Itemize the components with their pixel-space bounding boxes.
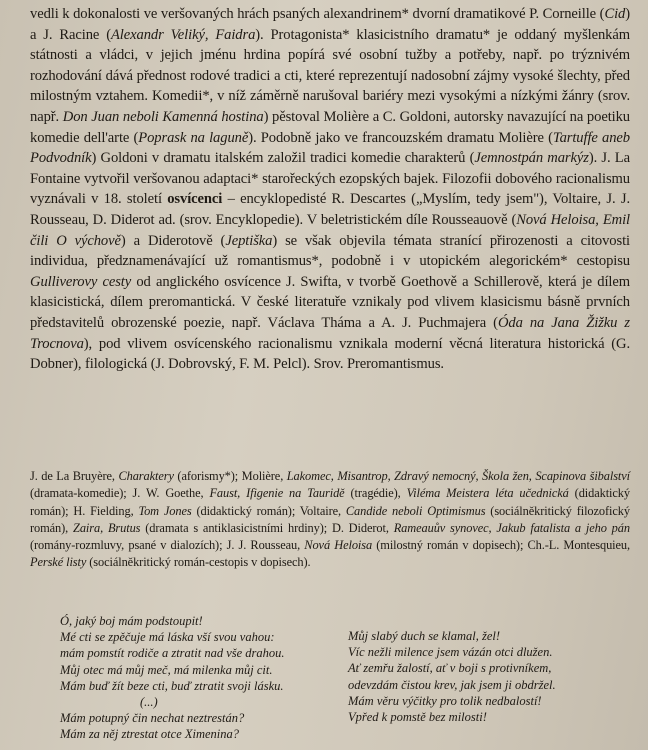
verse-line: Mám za něj ztrestat otce Ximenina? [60, 727, 240, 742]
work-title: Cid [604, 6, 626, 22]
text-run: (sociálněkritický román-cestopis v dopisech). [86, 555, 311, 570]
work-title: Don Juan neboli Kamenná hostina [62, 108, 264, 125]
key-term: osvícenci [167, 191, 223, 208]
works-list [30, 468, 630, 572]
text-run: J. de La Bruyère, [30, 469, 119, 483]
text-run: ) se však objevila témata stranící přirozenosti a citovosti individua, předznamenávající už romantismus*, podobně i v utopickém alegorickém* cestopisu [30, 232, 630, 270]
work-title: Nová Heloisa, Emil čili O výchově [30, 211, 630, 249]
text-run: ), pod vlivem osvícenského racionalismu vznikala moderní věcná literatura historická (G. Dobner), filologická (J. Dobrovský, F. M. Pelcl). Srov. Preromantismus. [30, 335, 630, 373]
text-run: (sociálněkritický filozofický román), [30, 503, 630, 535]
verse-line: Mám věru výčitky pro tolik nedbalostí! [348, 693, 542, 708]
work-title: Nová Heloisa [304, 538, 373, 553]
work-title: Jemnostpán markýz [474, 150, 589, 167]
work-title: Tartuffe aneb Podvodník [30, 129, 630, 167]
verse-excerpt-left [60, 613, 285, 743]
text-run: (didaktický román); Voltaire, [191, 503, 346, 518]
text-run: ). J. La Fontaine vytvořil veršovanou adaptaci* starořeckých ezopských bajek. Filozofii dobového racionalismu vyznávali v 18. století [30, 150, 630, 208]
work-title: Perské listy [30, 555, 87, 570]
work-title: Faust, Ifigenie na Tauridě [209, 486, 345, 501]
verse-line: Mé cti se zpěčuje má láska vší svou vahou: [60, 630, 275, 645]
work-title: Alexandr Veliký, Faidra [110, 26, 256, 43]
text-run: ). Podobně jako ve francouzském dramatu Molière ( [248, 129, 553, 146]
text-run: (romány-rozmluvy, psané v dialozích); J. J. Rousseau, [30, 538, 305, 553]
verse-line: Víc nežli milence jsem vázán otci dlužen. [348, 645, 553, 660]
work-title: Zaira, Brutus [73, 520, 141, 535]
work-title: Viléma Meistera léta učednická [406, 486, 569, 501]
main-paragraph [30, 4, 630, 375]
work-title: Lakomec, Misantrop, Zdravý nemocný, Škola žen, Scapinova šibalství [286, 469, 630, 483]
text-run: (didaktický román); H. Fielding, [30, 486, 630, 518]
verse-excerpt-right [348, 628, 556, 725]
text-run: ) pěstoval Molière a C. Goldoni, autorsky navazující na poetiku komedie dell'arte ( [30, 108, 630, 146]
text-run: ) a Diderotově ( [120, 232, 226, 249]
work-title: Candide neboli Optimismus [345, 503, 486, 518]
verse-line: Můj otec má můj meč, má milenka můj cit. [60, 662, 273, 677]
text-run: (milostný román v dopisech); Ch.-L. Montesquieu, [372, 538, 631, 553]
verse-ellipsis: (...) [140, 694, 158, 709]
verse-line: Můj slabý duch se klamal, žel! [348, 629, 501, 643]
text-run: (tragédie), [344, 486, 407, 501]
work-title: Óda na Jana Žižku z Trocnova [30, 314, 631, 352]
text-run: ) a J. Racine ( [30, 6, 630, 43]
verse-line: Ať zemřu žalostí, ať v boji s protivníkem, [348, 661, 552, 676]
text-run: ) Goldoni v dramatu italském založil tradici komedie charakterů ( [91, 150, 475, 167]
work-title: Tom Jones [138, 503, 192, 518]
text-run: – encyklopedisté R. Descartes („Myslím, tedy jsem"), Voltaire, J. J. Rousseau, D. Diderot ad. (srov. Encyklopedie). V beletristickém díle Rousseauově ( [30, 191, 630, 228]
verse-line: Vpřed k pomstě bez milosti! [348, 709, 487, 724]
text-run: ). Protagonista* klasicistního dramatu* je oddaný myšlenkám státnosti a vládci, v jejich jménu hrdina popírá své osobní tužby a potřeby, např. po trýznivém rozhodování dává přednost rodové tradici a cti, které reprezentují nadosobní zájmy vysoké šlechty, před milostným vztahem. Komedii*, v níž záměrně narušoval bariéry mezi vysokými a nízkými žánry (srov. např. [30, 26, 631, 125]
work-title: Gulliverovy cesty [30, 273, 132, 290]
work-title: Charaktery [118, 469, 174, 483]
verse-line: Mám potupný čin nechat neztrestán? [60, 711, 245, 726]
text-run: (dramata s antiklasicistními hrdiny); D. Diderot, [140, 520, 394, 535]
verse-line: mám pomstít rodiče a ztratit nad vše drahou. [60, 646, 285, 661]
verse-line: Ó, jaký boj mám podstoupit! [60, 614, 203, 628]
verse-line: odevzdám čistou krev, jak jsem ji obdržel. [348, 677, 556, 692]
text-run: (aforismy*); Molière, [173, 469, 287, 483]
text-run: (dramata-komedie); J. W. Goethe, [30, 486, 210, 501]
verse-line: Mám buď žít beze cti, buď ztratit svoji lásku. [60, 678, 284, 693]
work-title: Jeptiška [225, 232, 273, 249]
work-title: Rameauův synovec, Jakub fatalista a jeho pán [393, 520, 630, 535]
work-title: Poprask na laguně [138, 129, 249, 146]
text-run: od anglického osvícence J. Swifta, v tvorbě Goethově a Schillerově, která je dílem klasicistická, dílem preromantická. V české literatuře vznikaly pod vlivem klasicismu básně prvních představitelů obrozenské poezie, např. Václava Tháma a A. J. Puchmajera ( [30, 273, 630, 331]
text-run: vedli k dokonalosti ve veršovaných hrách psaných alexandrinem* dvorní dramatikové P. Corneille ( [30, 6, 605, 22]
